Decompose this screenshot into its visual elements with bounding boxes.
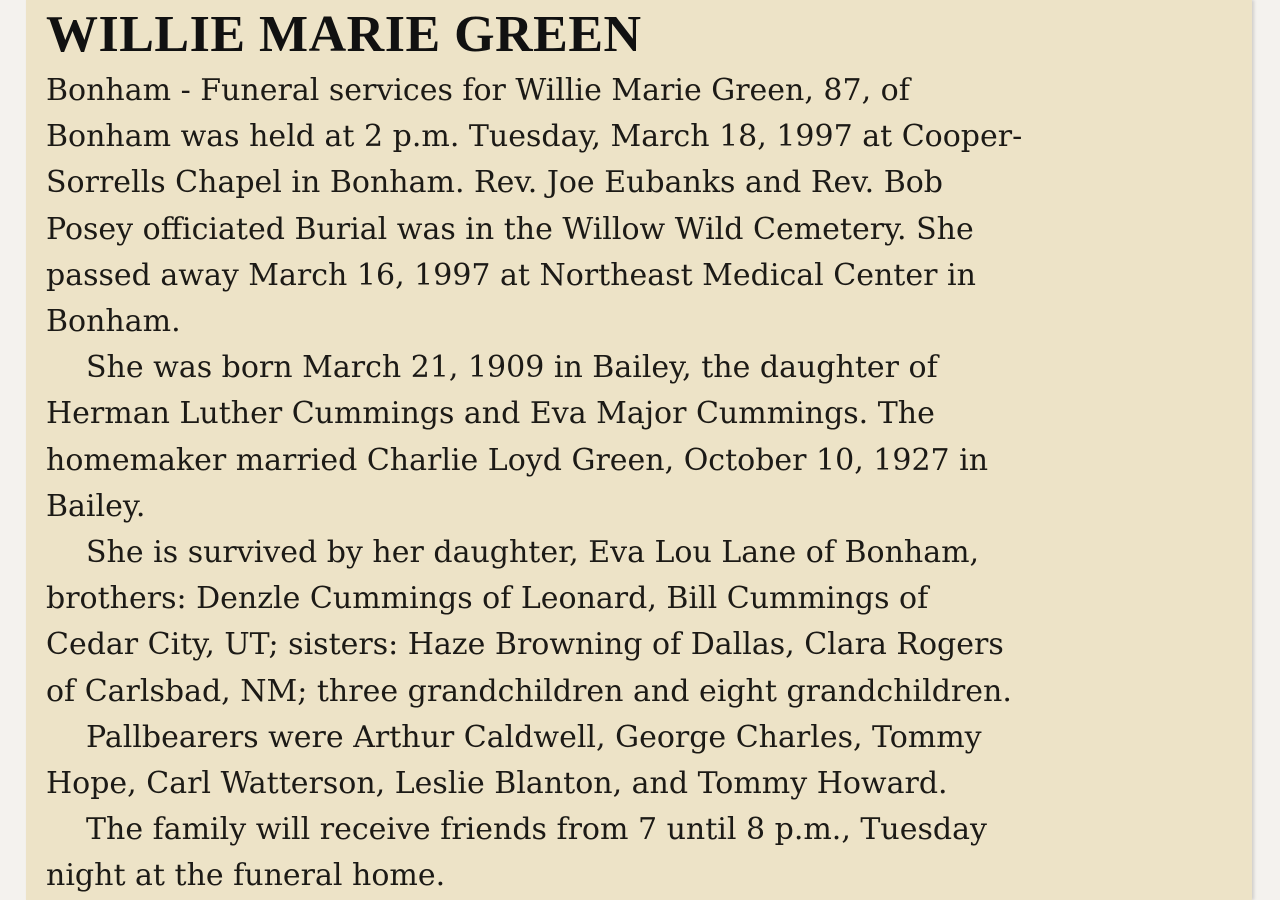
obituary-line: of Carlsbad, NM; three grandchildren and eight grandchildren. bbox=[46, 673, 1012, 709]
obituary-line: She was born March 21, 1909 in Bailey, the daughter of bbox=[86, 350, 938, 386]
newspaper-clipping bbox=[26, 0, 1252, 900]
obituary-line: Posey officiated Burial was in the Willow Wild Cemetery. She bbox=[46, 211, 974, 247]
obituary-line: Bonham. bbox=[46, 304, 181, 340]
obituary-line: brothers: Denzle Cummings of Leonard, Bill Cummings of bbox=[46, 581, 929, 617]
obituary-line: Herman Luther Cummings and Eva Major Cummings. The bbox=[46, 396, 935, 432]
obituary-line: The family will receive friends from 7 until 8 p.m., Tuesday bbox=[86, 812, 987, 848]
obituary-headline: WILLIE MARIE GREEN bbox=[46, 6, 642, 63]
obituary-line: Bonham - Funeral services for Willie Marie Green, 87, of bbox=[46, 73, 910, 108]
obituary-line: Pallbearers were Arthur Caldwell, George Charles, Tommy bbox=[86, 719, 982, 755]
obituary-body bbox=[46, 68, 1246, 900]
obituary-line: passed away March 16, 1997 at Northeast Medical Center in bbox=[46, 257, 976, 293]
obituary-line: homemaker married Charlie Loyd Green, October 10, 1927 in bbox=[46, 442, 989, 478]
obituary-line: Hope, Carl Watterson, Leslie Blanton, and Tommy Howard. bbox=[46, 766, 948, 802]
obituary-line: Bonham was held at 2 p.m. Tuesday, March 18, 1997 at Cooper- bbox=[46, 119, 1023, 155]
obituary-line: Bailey. bbox=[46, 488, 146, 524]
obituary-line: She is survived by her daughter, Eva Lou Lane of Bonham, bbox=[86, 535, 980, 571]
obituary-line: night at the funeral home. bbox=[46, 858, 446, 894]
obituary-line: Cedar City, UT; sisters: Haze Browning of Dallas, Clara Rogers bbox=[46, 627, 1004, 663]
obituary-line: Sorrells Chapel in Bonham. Rev. Joe Eubanks and Rev. Bob bbox=[46, 165, 944, 201]
